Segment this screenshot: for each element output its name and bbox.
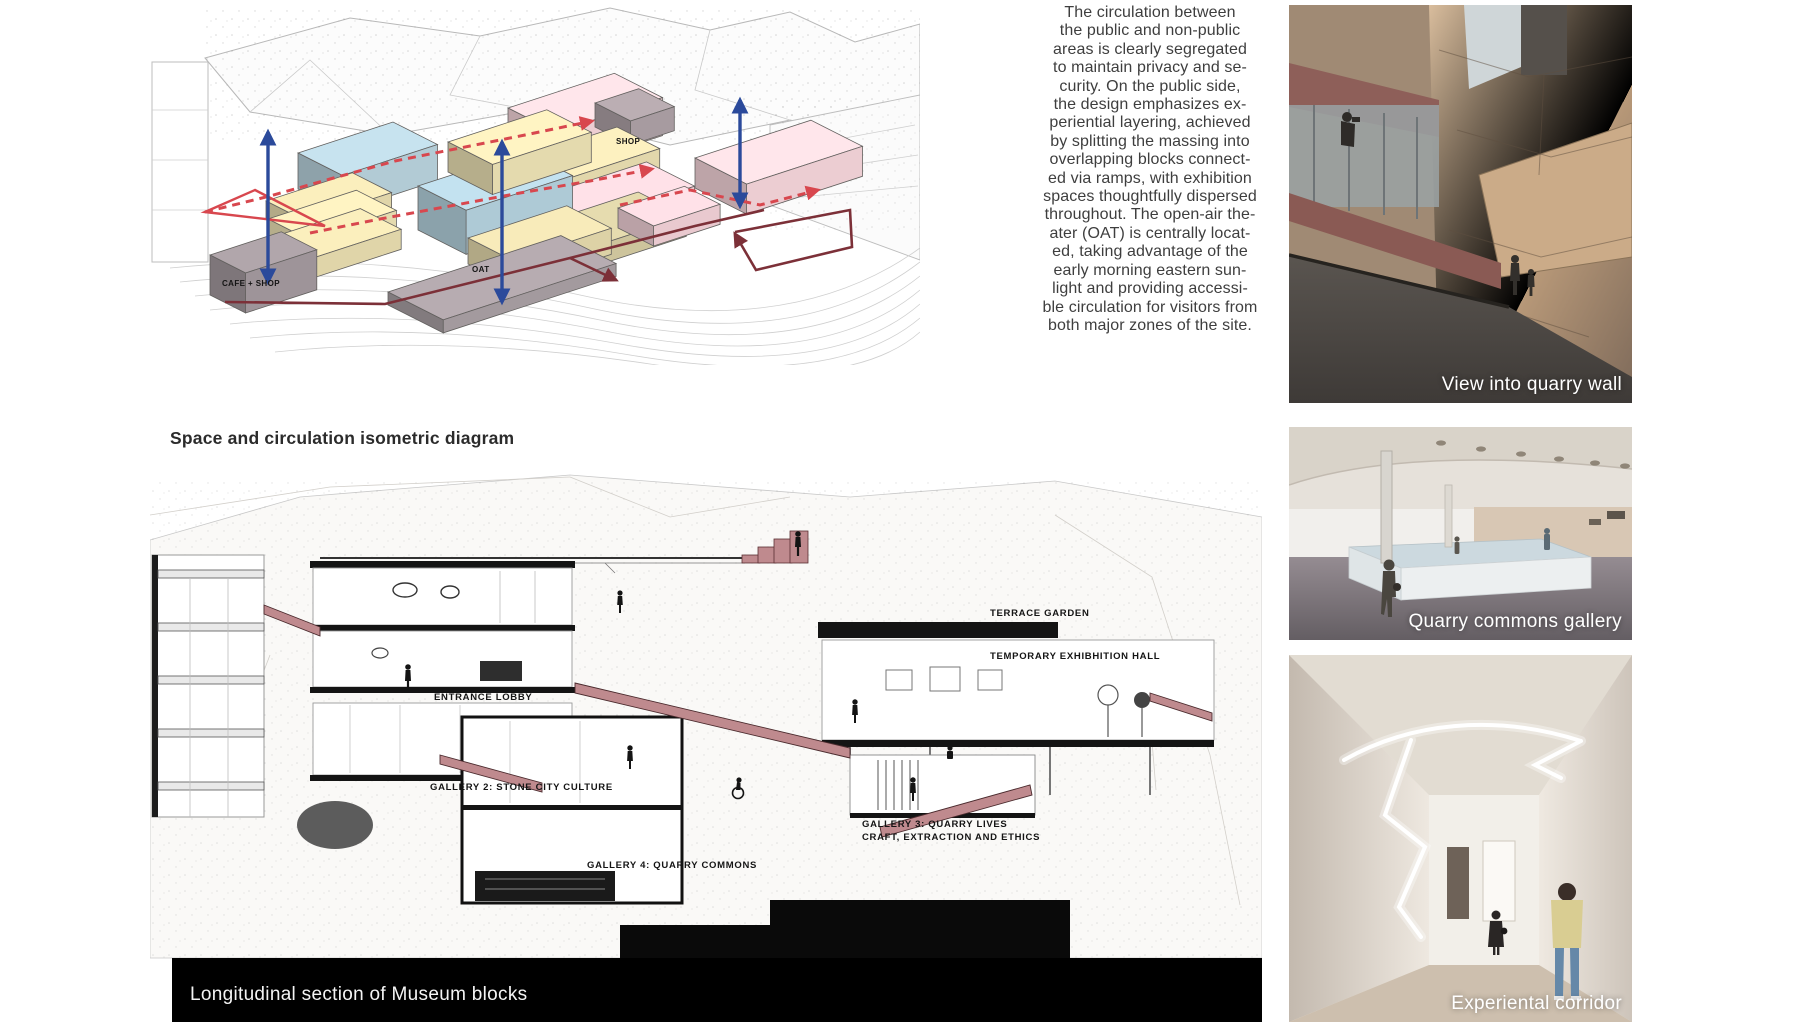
longitudinal-section-drawing	[150, 455, 1262, 1022]
entrance-lobby-label: ENTRANCE LOBBY	[434, 692, 533, 703]
isometric-caption: Space and circulation isometric diagram	[170, 428, 515, 448]
description-line: areas is clearly segregated	[1053, 40, 1247, 58]
photo-quarry-wall	[1289, 5, 1632, 403]
boulder	[297, 801, 373, 849]
description-line: early morning eastern sun-	[1053, 261, 1247, 279]
temporary-exhibition-hall-label: TEMPORARY EXHIBHITION HALL	[990, 651, 1161, 662]
cafe-shop-label: CAFE + SHOP	[222, 279, 280, 288]
photo-quarry-wall-render	[1289, 5, 1632, 403]
oat-label: OAT	[472, 265, 490, 274]
description-line: ed via ramps, with exhibition	[1048, 169, 1252, 187]
gallery-3-label-line1: GALLERY 3: QUARRY LIVES	[862, 819, 1008, 830]
gallery-3-block	[850, 755, 1035, 818]
description-line: periential layering, achieved	[1049, 114, 1251, 132]
description-line: to maintain privacy and se-	[1053, 59, 1247, 77]
description-line: light and providing accessi-	[1052, 280, 1248, 298]
description-line: the public and non-public	[1059, 22, 1241, 40]
photo-quarry-commons	[1289, 427, 1632, 640]
description-line: spaces thoughtfully dispersed	[1043, 188, 1257, 206]
description-line: overlapping blocks connect-	[1049, 151, 1251, 169]
description-line: throughout. The open-air the-	[1044, 206, 1256, 224]
section-caption: Longitudinal section of Museum blocks	[190, 984, 528, 1005]
isometric-diagram	[150, 0, 920, 365]
description-line: The circulation between	[1064, 4, 1236, 21]
description-line: ater (OAT) is centrally locat-	[1049, 224, 1251, 242]
photo-quarry-commons-render	[1289, 427, 1632, 640]
photo-caption: Experiental corridor	[1451, 993, 1622, 1014]
description-line: ed, taking advantage of the	[1052, 243, 1248, 261]
description-line: both major zones of the site.	[1048, 316, 1252, 334]
doorway-dark	[1447, 847, 1469, 919]
photo-caption: Quarry commons gallery	[1408, 611, 1622, 632]
column	[1445, 485, 1452, 547]
left-building-section	[152, 555, 264, 817]
gallery-4-label: GALLERY 4: QUARRY COMMONS	[587, 860, 758, 871]
gallery-2-label: GALLERY 2: STONE CITY CULTURE	[430, 782, 613, 793]
description-paragraph	[1028, 4, 1272, 335]
gallery-3-label-line2: CRAFT, EXTRACTION AND ETHICS	[862, 832, 1041, 843]
shop-label: SHOP	[616, 137, 641, 146]
photo-caption: View into quarry wall	[1441, 374, 1622, 395]
description-line: by splitting the massing into	[1050, 132, 1250, 150]
photo-experiental-corridor	[1289, 655, 1632, 1022]
gallery-4-block	[462, 717, 682, 903]
description-line: curity. On the public side,	[1059, 77, 1241, 95]
photo-corridor-render	[1289, 655, 1632, 1022]
description-line: the design emphasizes ex-	[1053, 96, 1247, 114]
column	[1381, 451, 1392, 563]
doorway-light	[1483, 841, 1515, 921]
terrace-garden-label: TERRACE GARDEN	[990, 608, 1090, 619]
description-line: ble circulation for visitors from	[1042, 298, 1258, 316]
